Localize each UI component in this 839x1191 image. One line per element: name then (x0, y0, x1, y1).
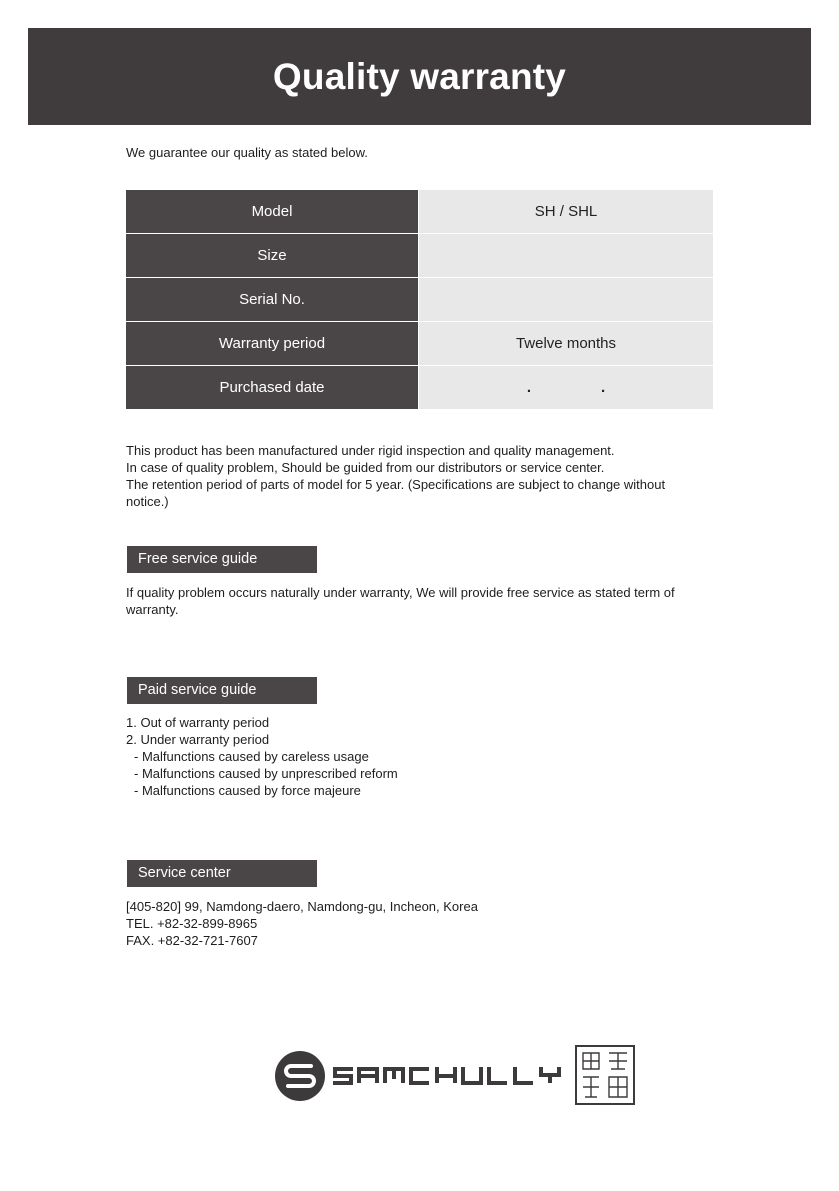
page-title: Quality warranty (272, 55, 567, 97)
list-item: - Malfunctions caused by force majeure (134, 783, 361, 798)
row-label-model: Model (126, 190, 419, 234)
tel: TEL. +82-32-899-8965 (126, 916, 258, 931)
address: [405-820] 99, Namdong-daero, Namdong-gu, Incheon, Korea (126, 899, 478, 914)
notice-line: The retention period of parts of model for 5 year. (Specifications are subject to change without notice.) (126, 477, 666, 509)
row-label-warranty: Warranty period (126, 322, 419, 366)
notice-line: This product has been manufactured under rigid inspection and quality management. (126, 443, 615, 458)
list-item: - Malfunctions caused by careless usage (134, 749, 369, 764)
table-row (126, 190, 713, 234)
row-label-size: Size (126, 234, 419, 278)
notice-line: In case of quality problem, Should be guided from our distributors or service center. (126, 460, 605, 475)
paid-service-heading: Paid service guide (127, 677, 317, 704)
free-service-text: If quality problem occurs naturally under warranty, We will provide free service as stated term of warranty. (126, 585, 675, 617)
service-center-heading: Service center (127, 860, 317, 887)
brand-logo (275, 1045, 640, 1107)
row-value-serial (419, 278, 714, 322)
paid-service-list (126, 714, 706, 799)
row-value-size (419, 234, 714, 278)
intro-text: We guarantee our quality as stated below. (126, 145, 368, 160)
table-row (126, 322, 713, 366)
row-label-purchased: Purchased date (126, 366, 419, 410)
row-label-serial: Serial No. (126, 278, 419, 322)
row-value-purchased (419, 366, 714, 410)
table-row (126, 234, 713, 278)
date-separators: . . (526, 379, 606, 396)
table-row (126, 278, 713, 322)
fax: FAX. +82-32-721-7607 (126, 933, 258, 948)
notice-text (126, 442, 706, 510)
title-banner (28, 28, 811, 125)
free-service-heading: Free service guide (127, 546, 317, 573)
table-row (126, 366, 713, 410)
service-center-info (126, 898, 706, 949)
samchully-logo-icon (275, 1045, 640, 1107)
row-value-warranty: Twelve months (419, 322, 714, 366)
list-item: 2. Under warranty period (126, 732, 270, 747)
list-item: - Malfunctions caused by unprescribed reform (134, 766, 398, 781)
row-value-model: SH / SHL (419, 190, 714, 234)
warranty-table (126, 190, 713, 410)
list-item: 1. Out of warranty period (126, 715, 270, 730)
